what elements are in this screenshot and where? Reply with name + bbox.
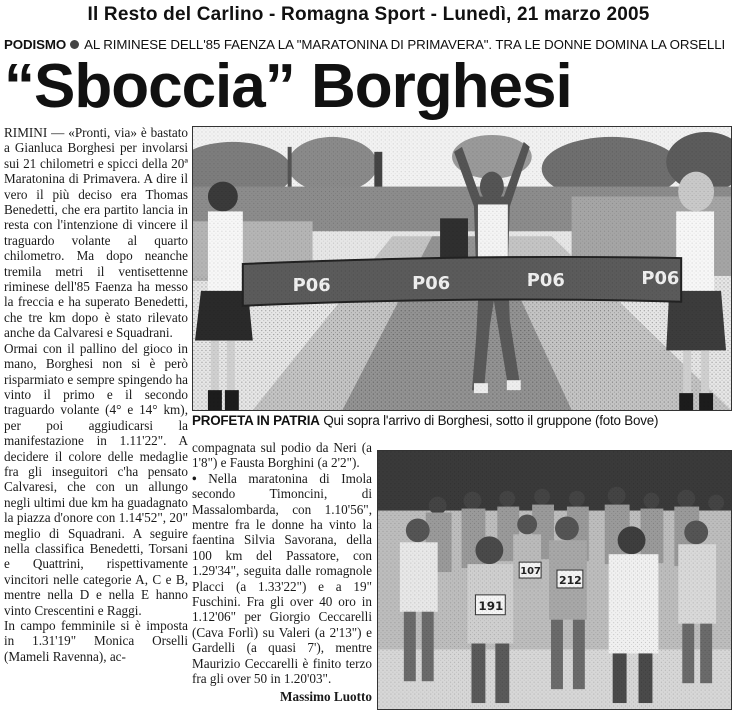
runners-group-photo-art — [378, 451, 731, 709]
article-paragraph-text: Nella maratonina di Imola secondo Timoncini, di Massalombarda, con 1.10'56", mentre fra le donne ha vinto la faentina Silvia Savorana, della 100 km del Passatore, con 1.29'34", seguita dalle romagnole Placci (a 1.33'22") e a 19" Fuschini. Fra gli over 40 oro in 1.12'06" per Giorgio Ceccarelli (Cava Forlì) su Valeri (a 2'13") e Gardelli (a quasi 7'), mentre Maurizio Ceccarelli è finito terzo fra gli over 50 in 1.20'03". — [192, 470, 372, 687]
kicker-text: AL RIMINESE DELL'85 FAENZA LA "MARATONINA DI PRIMAVERA". TRA LE DONNE DOMINA LA ORSELLI — [84, 37, 726, 52]
caption-lead: PROFETA IN PATRIA — [192, 413, 320, 428]
article-paragraph: compagnata sul podio da Neri (a 1'8") e Fausta Borghini (a 2'2"). — [192, 440, 372, 471]
byline: Massimo Luotto — [280, 688, 372, 704]
bullet-icon: • — [192, 470, 197, 486]
masthead: Il Resto del Carlino - Romagna Sport - Lunedì, 21 marzo 2005 — [87, 4, 650, 25]
finish-line-photo-art — [193, 127, 731, 410]
runners-group-photo — [377, 450, 732, 710]
article-paragraph: Ormai con il pallino del gioco in mano, Borghesi non si è però risparmiato e sempre spingendo ha vinto il primo e il secondo traguardo volante (4° e 14° km), per poi aggiudicarsi la manifestazione in 1.11'22". A decidere il colore delle medaglie fra gli inseguitori c'ha pensato Calvaresi, che con un allungo negli ultimi due km ha guadagnato la piazza d'onore con 1.14'52", 20" meglio di Squadrani. A seguire nella classifica Benedetti, Torsani e Quattrini, rispettivamente vincitori nelle categorie A, C e B, mentre nella D e nella E hanno vinto Crescentini e Raggi. — [4, 340, 188, 618]
finish-line-photo — [192, 126, 732, 411]
section-label: PODISMO — [4, 37, 67, 52]
headline: “Sboccia” Borghesi — [4, 52, 572, 121]
photo-caption — [192, 413, 734, 433]
article-paragraph: In campo femminile si è imposta in 1.31'19" Monica Orselli (Mameli Ravenna), ac- — [4, 618, 188, 664]
article-column-1 — [4, 125, 188, 715]
caption-text: Qui sopra l'arrivo di Borghesi, sotto il gruppone (foto Bove) — [323, 413, 659, 428]
article-paragraph: RIMINI — «Pronti, via» è bastato a Gianluca Borghesi per involarsi sui 21 chilometri e spicci della 20ª Maratonina di Primavera. A dire il vero il più deciso era Thomas Benedetti, che era partito lancia in resta con l'intenzione di vincere il traguardo volante al quarto chilometro. Ma dopo neanche tremila metri il ventisettenne riminese dell'85 Faenza ha messo la freccia e ha superato Benedetti, che tre km dopo è stato rilevato anche da Calvaresi e Squadrani. — [4, 125, 188, 341]
article-column-2 — [192, 440, 372, 710]
article-paragraph — [192, 471, 372, 687]
bullet-dot-icon — [70, 40, 79, 49]
